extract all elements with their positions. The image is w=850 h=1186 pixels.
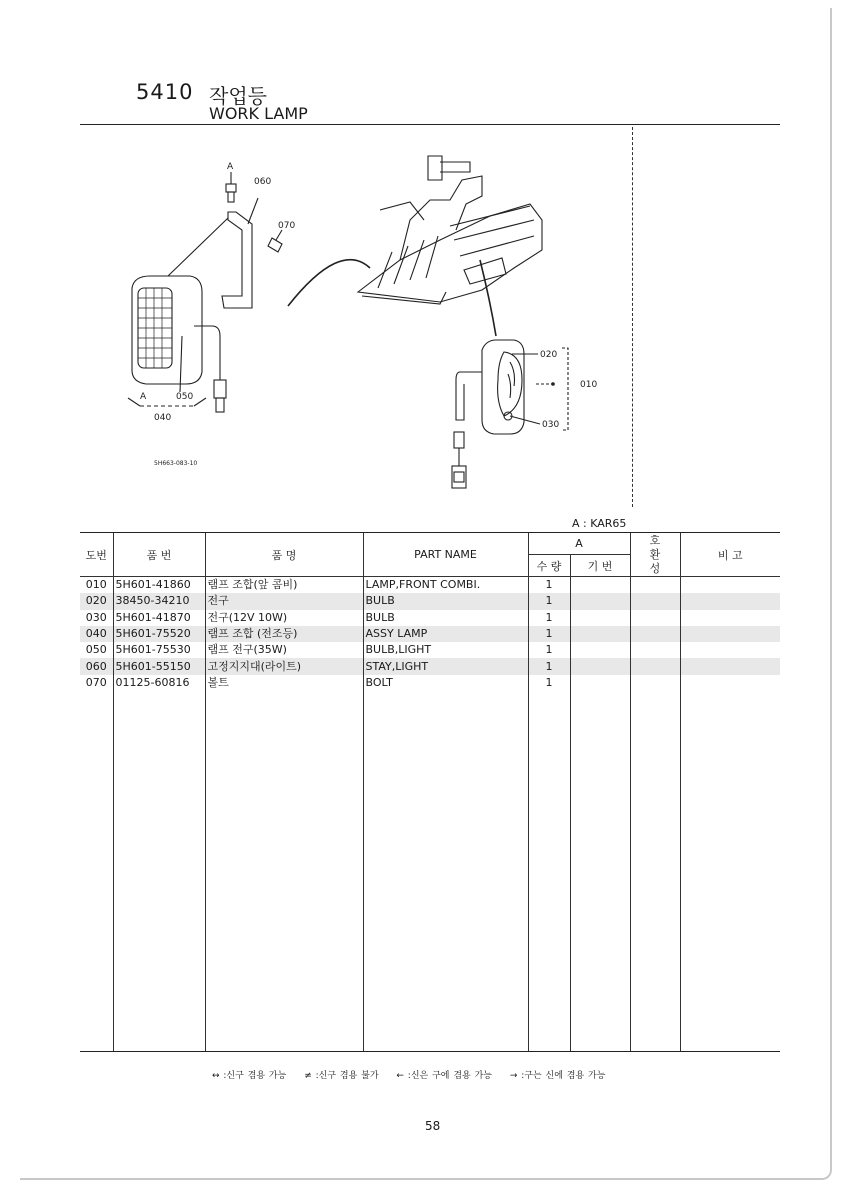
legend-item: ≠ :신구 겸용 불가 xyxy=(304,1071,379,1081)
drawing-code: 5H663-083-10 xyxy=(154,460,198,467)
diagram-dashed-divider xyxy=(632,127,633,507)
bolt-060-shape xyxy=(226,184,236,192)
stay-bracket-shape xyxy=(222,212,252,308)
section-number: 5410 xyxy=(136,80,194,104)
label-040: 040 xyxy=(154,413,172,423)
section-title-korean: 작업등 xyxy=(209,84,267,108)
exploded-parts-diagram xyxy=(110,140,630,520)
table-row: 020 38450-34210 전구 BULB 1 xyxy=(80,593,780,609)
title-rule xyxy=(80,124,780,125)
header-compatibility: 호 환 성 xyxy=(630,533,680,577)
legend-item: ← :신은 구에 겸용 가능 xyxy=(396,1071,492,1081)
table-row: 010 5H601-41860 램프 조합(앞 콤비) LAMP,FRONT COMBI. 1 xyxy=(80,577,780,594)
table-blank-area xyxy=(80,691,780,1052)
bolt-070-shape xyxy=(268,238,282,252)
parts-table xyxy=(80,532,780,1052)
label-050: 050 xyxy=(176,392,194,402)
table-row: 030 5H601-41870 전구(12V 10W) BULB 1 xyxy=(80,610,780,626)
header-ref-no: 도번 xyxy=(80,533,113,577)
legend-item: → :구는 신에 겸용 가능 xyxy=(509,1071,606,1081)
label-060: 060 xyxy=(254,177,272,187)
page-number: 58 xyxy=(425,1119,441,1133)
header-part-name-en: PART NAME xyxy=(363,533,528,577)
table-row: 060 5H601-55150 고정지지대(라이트) STAY,LIGHT 1 xyxy=(80,658,780,674)
label-010: 010 xyxy=(580,380,598,390)
section-title-english: WORK LAMP xyxy=(209,104,308,123)
combine-harvester-shape xyxy=(358,156,542,304)
label-ref-a-top: A xyxy=(227,162,234,172)
compatibility-legend xyxy=(212,1068,619,1081)
header-qty: 수 량 xyxy=(528,555,570,577)
lamp-lens-grid xyxy=(138,288,172,368)
header-part-name-ko: 품 명 xyxy=(205,533,363,577)
table-row: 050 5H601-75530 램프 전구(35W) BULB,LIGHT 1 xyxy=(80,642,780,658)
header-remarks: 비 고 xyxy=(680,533,780,577)
table-row: 070 01125-60816 볼트 BOLT 1 xyxy=(80,675,780,691)
label-030: 030 xyxy=(542,420,560,430)
header-part-no: 품 번 xyxy=(113,533,205,577)
label-ref-a-bottom: A xyxy=(140,392,147,402)
label-020: 020 xyxy=(540,350,558,360)
table-row: 040 5H601-75520 램프 조합 (전조등) ASSY LAMP 1 xyxy=(80,626,780,642)
model-applicability-label: A : KAR65 xyxy=(572,517,627,530)
header-machine-no: 기 번 xyxy=(570,555,630,577)
label-070: 070 xyxy=(278,221,296,231)
header-model-a: A xyxy=(528,533,630,555)
legend-item: ↔ :신구 겸용 가능 xyxy=(212,1071,287,1081)
